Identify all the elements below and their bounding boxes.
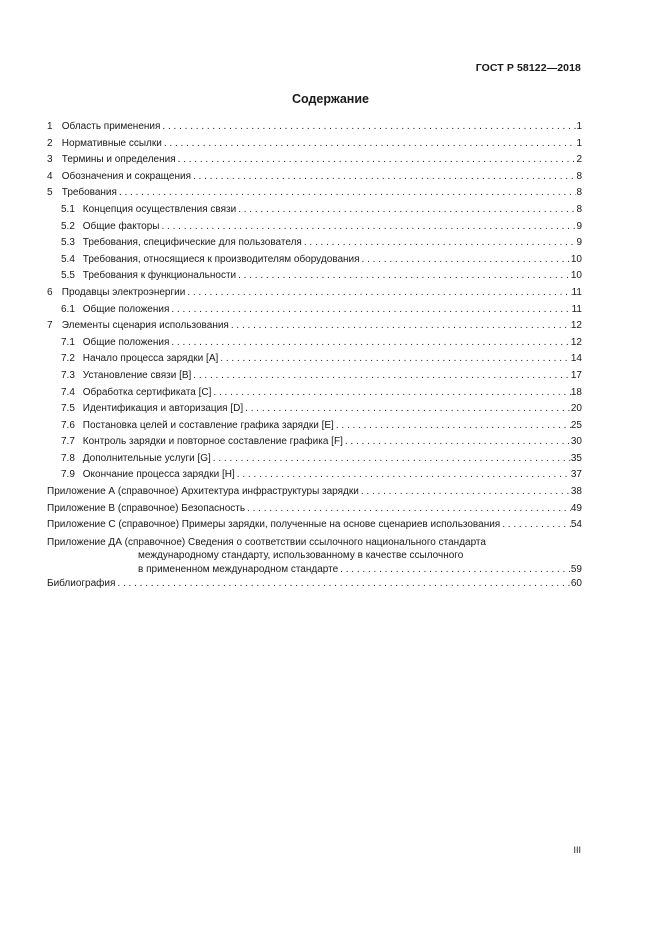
toc-entry-number: 7 [47, 320, 53, 332]
toc-entry-page: 9 [576, 220, 582, 232]
toc-entry-page: 25 [570, 419, 582, 431]
toc-entry-page: 10 [570, 253, 582, 265]
toc-entry-number: 3 [47, 154, 53, 166]
toc-title: Содержание [291, 92, 369, 106]
toc-entry-page: 60 [570, 578, 582, 590]
toc-entry-text: Приложение В (справочное) Безопасность [47, 502, 246, 514]
toc-entry-text: Общие положения [82, 303, 170, 315]
toc-entry[interactable] [47, 268, 582, 285]
toc-entry-page: 14 [570, 353, 582, 365]
toc-leader-dots [360, 252, 571, 269]
toc-entry-number: 5 [47, 187, 53, 199]
toc-entry[interactable] [47, 335, 582, 352]
toc-entry[interactable] [47, 401, 582, 418]
toc-entry-page: 49 [570, 502, 582, 514]
toc-entry-text: Постановка целей и составление графика зарядки [E] [82, 419, 334, 431]
toc-entry-text: Общие факторы [82, 220, 160, 232]
toc-entry-text: Приложение А (справочное) Архитектура инфраструктуры зарядки [47, 486, 359, 498]
toc-entry-page: 2 [576, 154, 582, 166]
toc-entry[interactable] [47, 467, 582, 484]
toc-entry-page: 11 [571, 303, 582, 315]
toc-entry-page: 18 [570, 386, 582, 398]
toc-leader-dots [338, 563, 571, 577]
toc-entry[interactable] [47, 219, 582, 236]
toc-entry-text: Начало процесса зарядки [A] [82, 353, 219, 365]
toc-entry-page: 30 [570, 436, 582, 448]
toc-entry-number: 7.7 [61, 436, 75, 448]
toc-leader-dots [191, 368, 571, 385]
toc-leader-dots [229, 318, 571, 335]
toc-entry-text: Обозначения и сокращения [61, 170, 191, 182]
toc-entry-text: Приложение ДА (справочное) Сведения о соответствии ссылочного национального стандарта [47, 536, 486, 548]
toc-entry-text: Требования [61, 187, 117, 199]
toc-entry-number: 5.1 [61, 203, 75, 215]
toc-entry-number: 7.6 [61, 419, 75, 431]
toc-entry-text: Библиография [47, 578, 116, 590]
toc-entry-text: Термины и определения [61, 154, 176, 166]
toc-entry-page: 12 [570, 320, 582, 332]
toc-entry-number: 7.8 [61, 452, 75, 464]
toc-leader-dots [176, 152, 577, 169]
toc-entry[interactable] [47, 136, 582, 153]
toc-leader-dots [115, 576, 570, 593]
toc-entry[interactable] [47, 202, 582, 219]
toc-entry-text: в примененном международном стандарте [138, 563, 339, 575]
toc-leader-dots [359, 484, 571, 501]
toc-entry-number: 7.5 [61, 403, 75, 415]
toc-entry-page: 8 [576, 203, 582, 215]
toc-entry-text: Приложение С (справочное) Примеры зарядки, полученные на основе сценариев использования [47, 519, 501, 531]
toc-entry-number: 1 [47, 121, 53, 132]
toc-leader-dots [169, 335, 571, 352]
toc-leader-dots [191, 169, 576, 186]
toc-entry-page: 54 [570, 519, 582, 531]
toc-entry[interactable] [47, 351, 582, 368]
toc-leader-dots [160, 119, 576, 136]
toc-leader-dots [185, 285, 571, 302]
toc-entry[interactable] [47, 318, 582, 335]
toc-leader-dots [302, 235, 577, 252]
toc-entry[interactable] [47, 285, 582, 302]
toc-entry[interactable] [47, 501, 582, 518]
toc-entry-number: 2 [47, 137, 53, 149]
toc-leader-dots [343, 434, 571, 451]
toc-entry-number: 7.2 [61, 353, 75, 365]
toc-entry-bibliography[interactable] [47, 576, 582, 593]
toc-entry[interactable] [47, 418, 582, 435]
toc-entry-page: 20 [570, 403, 582, 415]
toc-entry[interactable] [47, 451, 582, 468]
toc-entry-page: 38 [570, 486, 582, 498]
toc-entry-number: 6 [47, 286, 53, 298]
toc-leader-dots [245, 501, 571, 518]
toc-leader-dots [218, 351, 571, 368]
toc-entry[interactable] [47, 169, 582, 186]
toc-leader-dots [169, 302, 571, 319]
page-number: III [573, 845, 581, 855]
toc-entry-page: 1 [576, 137, 582, 149]
toc-entry-text: Установление связи [B] [82, 369, 192, 381]
toc-entry-text: Общие положения [82, 336, 170, 348]
toc-entry-page: 17 [570, 369, 582, 381]
toc-entry-text: Требования к функциональности [82, 270, 237, 282]
toc-entry[interactable] [47, 368, 582, 385]
toc-entry[interactable] [47, 517, 582, 534]
toc-entry-number: 7.4 [61, 386, 75, 398]
toc-entry-text: Обработка сертификата [C] [82, 386, 212, 398]
toc-entry-text: Требования, относящиеся к производителям оборудования [82, 253, 360, 265]
toc-entry-page: 1 [576, 121, 582, 132]
toc-entry-text: Контроль зарядки и повторное составление графика [F] [82, 436, 343, 448]
toc-entry-number: 7.1 [61, 336, 75, 348]
toc-entry-text: Идентификация и авторизация [D] [82, 403, 244, 415]
toc-entry-text: Окончание процесса зарядки [H] [82, 469, 235, 481]
toc-leader-dots [211, 451, 571, 468]
toc-leader-dots [236, 268, 571, 285]
toc-entry[interactable] [47, 119, 582, 136]
toc-entry-page: 10 [570, 270, 582, 282]
toc-entry[interactable] [47, 484, 582, 501]
toc-entry-page: 35 [570, 452, 582, 464]
toc-entry-number: 7.9 [61, 469, 75, 481]
toc-leader-dots [235, 467, 571, 484]
toc-entry-text: Концепция осуществления связи [82, 203, 237, 215]
toc-entry-number: 5.4 [61, 253, 75, 265]
toc-entry-number: 6.1 [61, 303, 75, 315]
toc-entry-text: Требования, специфические для пользователя [82, 237, 302, 249]
toc-entry-text: Дополнительные услуги [G] [82, 452, 211, 464]
toc-entry[interactable] [47, 152, 582, 169]
toc-leader-dots [500, 517, 571, 534]
toc-leader-dots [243, 401, 571, 418]
toc-entry-page: 37 [570, 469, 582, 481]
table-of-contents [47, 119, 582, 593]
toc-entry-page: 8 [576, 187, 582, 199]
toc-entry-number: 5.3 [61, 237, 75, 249]
toc-entry-number: 5.2 [61, 220, 75, 232]
document-code: ГОСТ Р 58122—2018 [475, 62, 581, 74]
toc-entry-text: Нормативные ссылки [61, 137, 162, 149]
toc-entry[interactable] [47, 185, 582, 202]
toc-entry-number: 4 [47, 170, 53, 182]
toc-leader-dots [117, 185, 577, 202]
toc-entry[interactable] [47, 252, 582, 269]
toc-entry[interactable] [47, 235, 582, 252]
toc-entry-page: 59 [570, 563, 582, 575]
toc-entry-text: Продавцы электроэнергии [61, 286, 186, 298]
toc-entry[interactable] [47, 302, 582, 319]
toc-leader-dots [162, 136, 577, 153]
toc-leader-dots [236, 202, 576, 219]
toc-entry-text: международному стандарту, использованному в качестве ссылочного [138, 550, 464, 562]
toc-entry-number: 5.5 [61, 270, 75, 282]
toc-leader-dots [211, 385, 570, 402]
toc-entry-number: 7.3 [61, 369, 75, 381]
toc-entry-page: 9 [576, 237, 582, 249]
toc-entry-page: 8 [576, 170, 582, 182]
toc-entry[interactable] [47, 434, 582, 451]
toc-leader-dots [334, 418, 571, 435]
toc-entry-text: Область применения [61, 121, 161, 132]
toc-leader-dots [160, 219, 577, 236]
toc-entry-appendix-da[interactable] [47, 536, 582, 577]
toc-entry-page: 12 [570, 336, 582, 348]
toc-entry-text: Элементы сценария использования [61, 320, 229, 332]
toc-entry[interactable] [47, 385, 582, 402]
toc-entry-page: 11 [571, 286, 582, 298]
